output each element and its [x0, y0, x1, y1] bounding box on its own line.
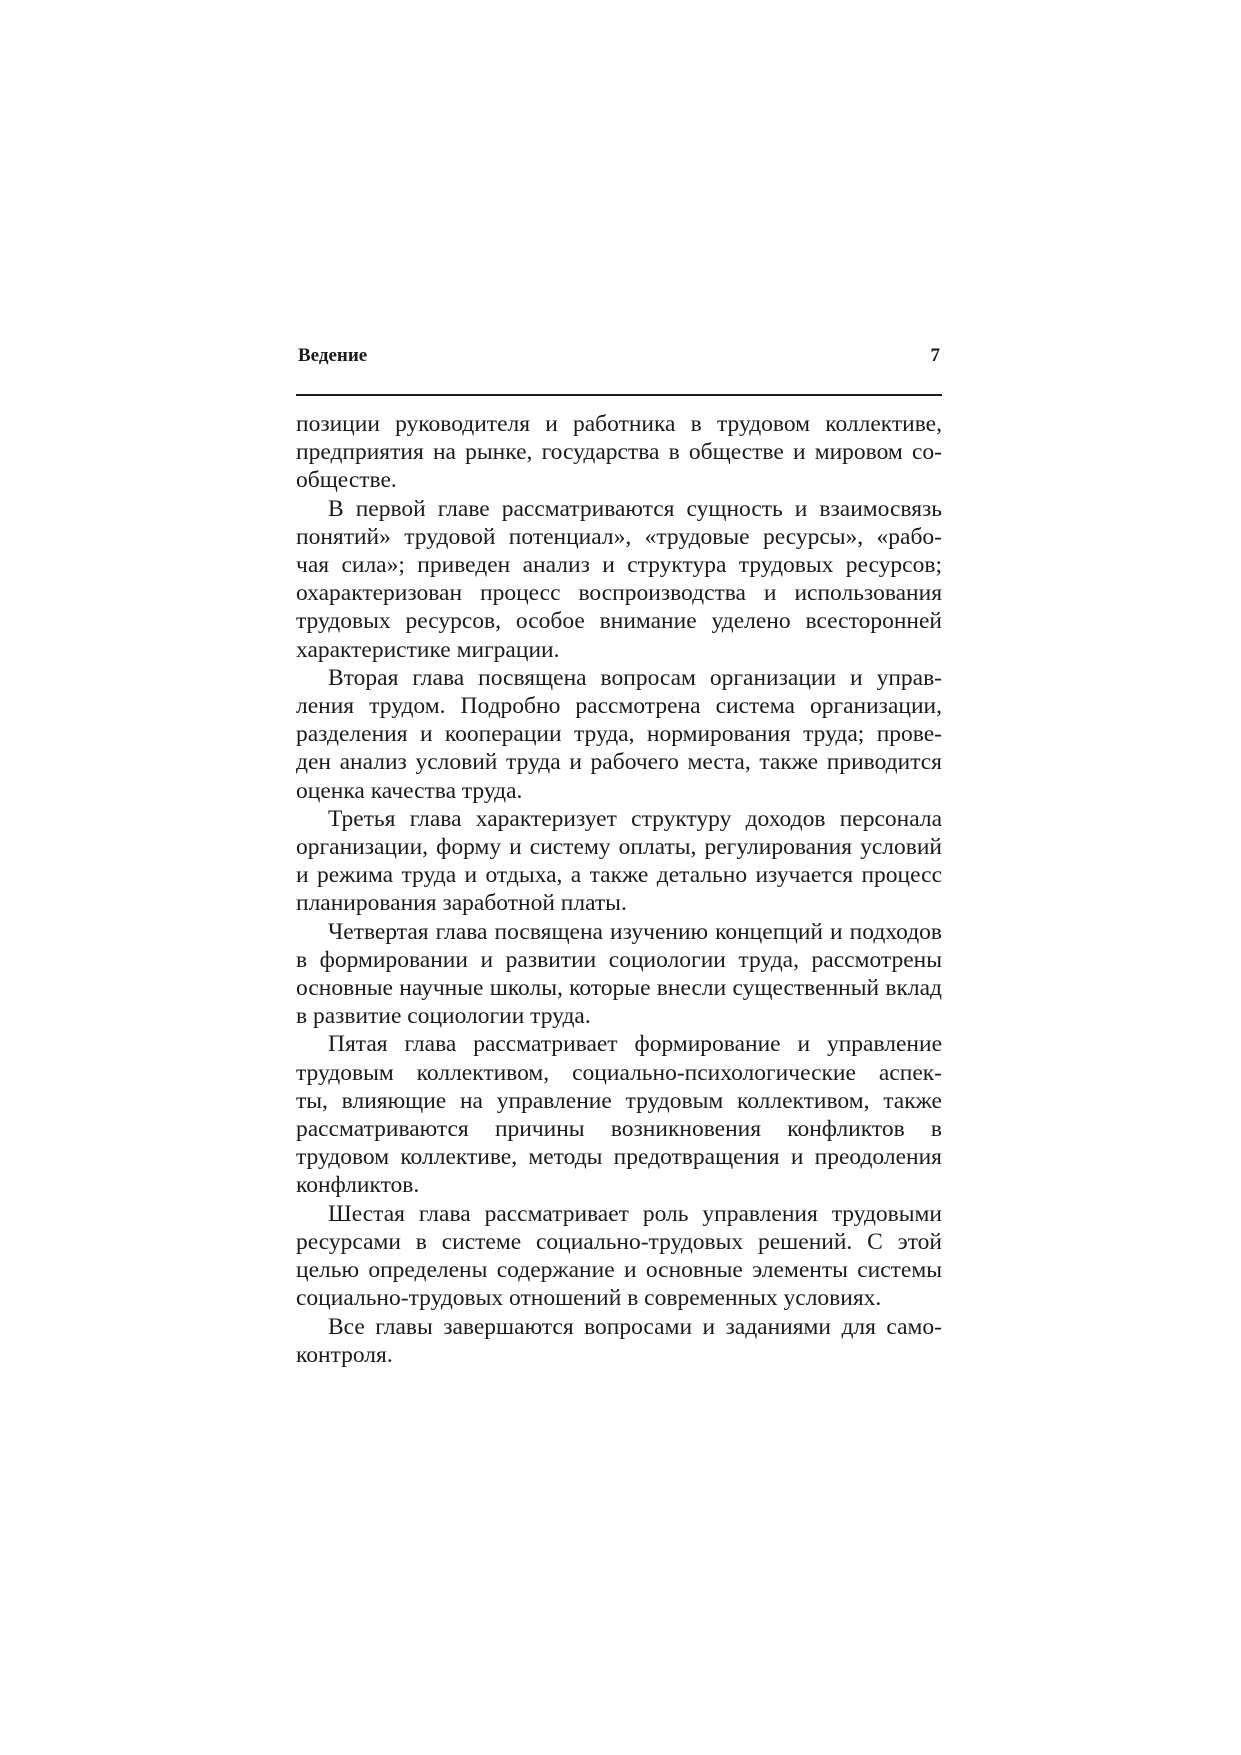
text-line: Пятая глава рассматривает формирование и управление — [328, 1031, 942, 1058]
page-number: 7 — [930, 345, 940, 366]
text-line: организации, форму и систему оплаты, регулирования условий — [296, 834, 942, 861]
text-line: ресурсами в системе социально-трудовых решений. С этой — [296, 1228, 942, 1255]
paragraph — [296, 410, 942, 495]
text-line: чая сила»; приведен анализ и структура трудовых ресурсов; — [296, 552, 942, 579]
paragraph — [296, 918, 942, 1031]
text-line: Все главы завершаются вопросами и заданиями для само- — [328, 1313, 942, 1340]
paragraph — [296, 1313, 942, 1369]
text-line: Шестая глава рассматривает роль управления трудовыми — [328, 1200, 942, 1227]
text-line: В первой главе рассматриваются сущность и взаимосвязь — [328, 495, 942, 522]
text-line: трудовым коллективом, социально-психологические аспек- — [296, 1059, 942, 1086]
text-line: ден анализ условий труда и рабочего места, также приводится — [296, 749, 942, 776]
text-line: социально-трудовых отношений в современных условиях. — [296, 1285, 882, 1312]
text-line: понятий» трудовой потенциал», «трудовые ресурсы», «рабо- — [296, 523, 942, 550]
text-line: основные научные школы, которые внесли существенный вклад — [296, 975, 942, 1002]
text-line: охарактеризован процесс воспроизводства и использования — [296, 580, 942, 607]
body-text — [296, 410, 942, 1369]
text-line: обществе. — [296, 467, 397, 494]
text-line: Вторая глава посвящена вопросам организации и управ- — [328, 664, 942, 691]
text-line: и режима труда и отдыха, а также детально изучается процесс — [296, 862, 942, 889]
text-line: разделения и кооперации труда, нормирования труда; прове- — [296, 721, 942, 748]
header-rule — [296, 394, 942, 396]
running-head — [296, 345, 942, 369]
text-line: рассматриваются причины возникновения конфликтов в — [296, 1116, 942, 1143]
section-title: Ведение — [298, 345, 368, 366]
text-line: в формировании и развитии социологии труда, рассмотрены — [296, 946, 942, 973]
text-line: трудовом коллективе, методы предотвращения и преодоления — [296, 1144, 942, 1171]
text-line: характеристике миграции. — [296, 636, 560, 663]
text-line: планирования заработной платы. — [296, 890, 627, 917]
text-line: Третья глава характеризует структуру доходов персонала — [328, 805, 942, 832]
paragraph — [296, 805, 942, 918]
paragraph — [296, 495, 942, 664]
paragraph — [296, 1200, 942, 1313]
text-line: ты, влияющие на управление трудовым коллективом, также — [296, 1087, 942, 1114]
text-line: трудовых ресурсов, особое внимание уделено всесторонней — [296, 608, 942, 635]
text-line: в развитие социологии труда. — [296, 1003, 591, 1030]
paragraph — [296, 664, 942, 805]
paragraph — [296, 1030, 942, 1199]
text-line: Четвертая глава посвящена изучению концепций и подходов — [328, 918, 942, 945]
text-line: конфликтов. — [296, 1172, 420, 1199]
text-line: ления трудом. Подробно рассмотрена система организации, — [296, 693, 942, 720]
text-line: контроля. — [296, 1341, 393, 1368]
text-line: целью определены содержание и основные элементы системы — [296, 1257, 942, 1284]
text-line: оценка качества труда. — [296, 777, 523, 804]
book-page — [296, 345, 942, 1369]
text-line: позиции руководителя и работника в трудовом коллективе, — [296, 411, 942, 437]
text-line: предприятия на рынке, государства в обществе и мировом со- — [296, 439, 942, 466]
